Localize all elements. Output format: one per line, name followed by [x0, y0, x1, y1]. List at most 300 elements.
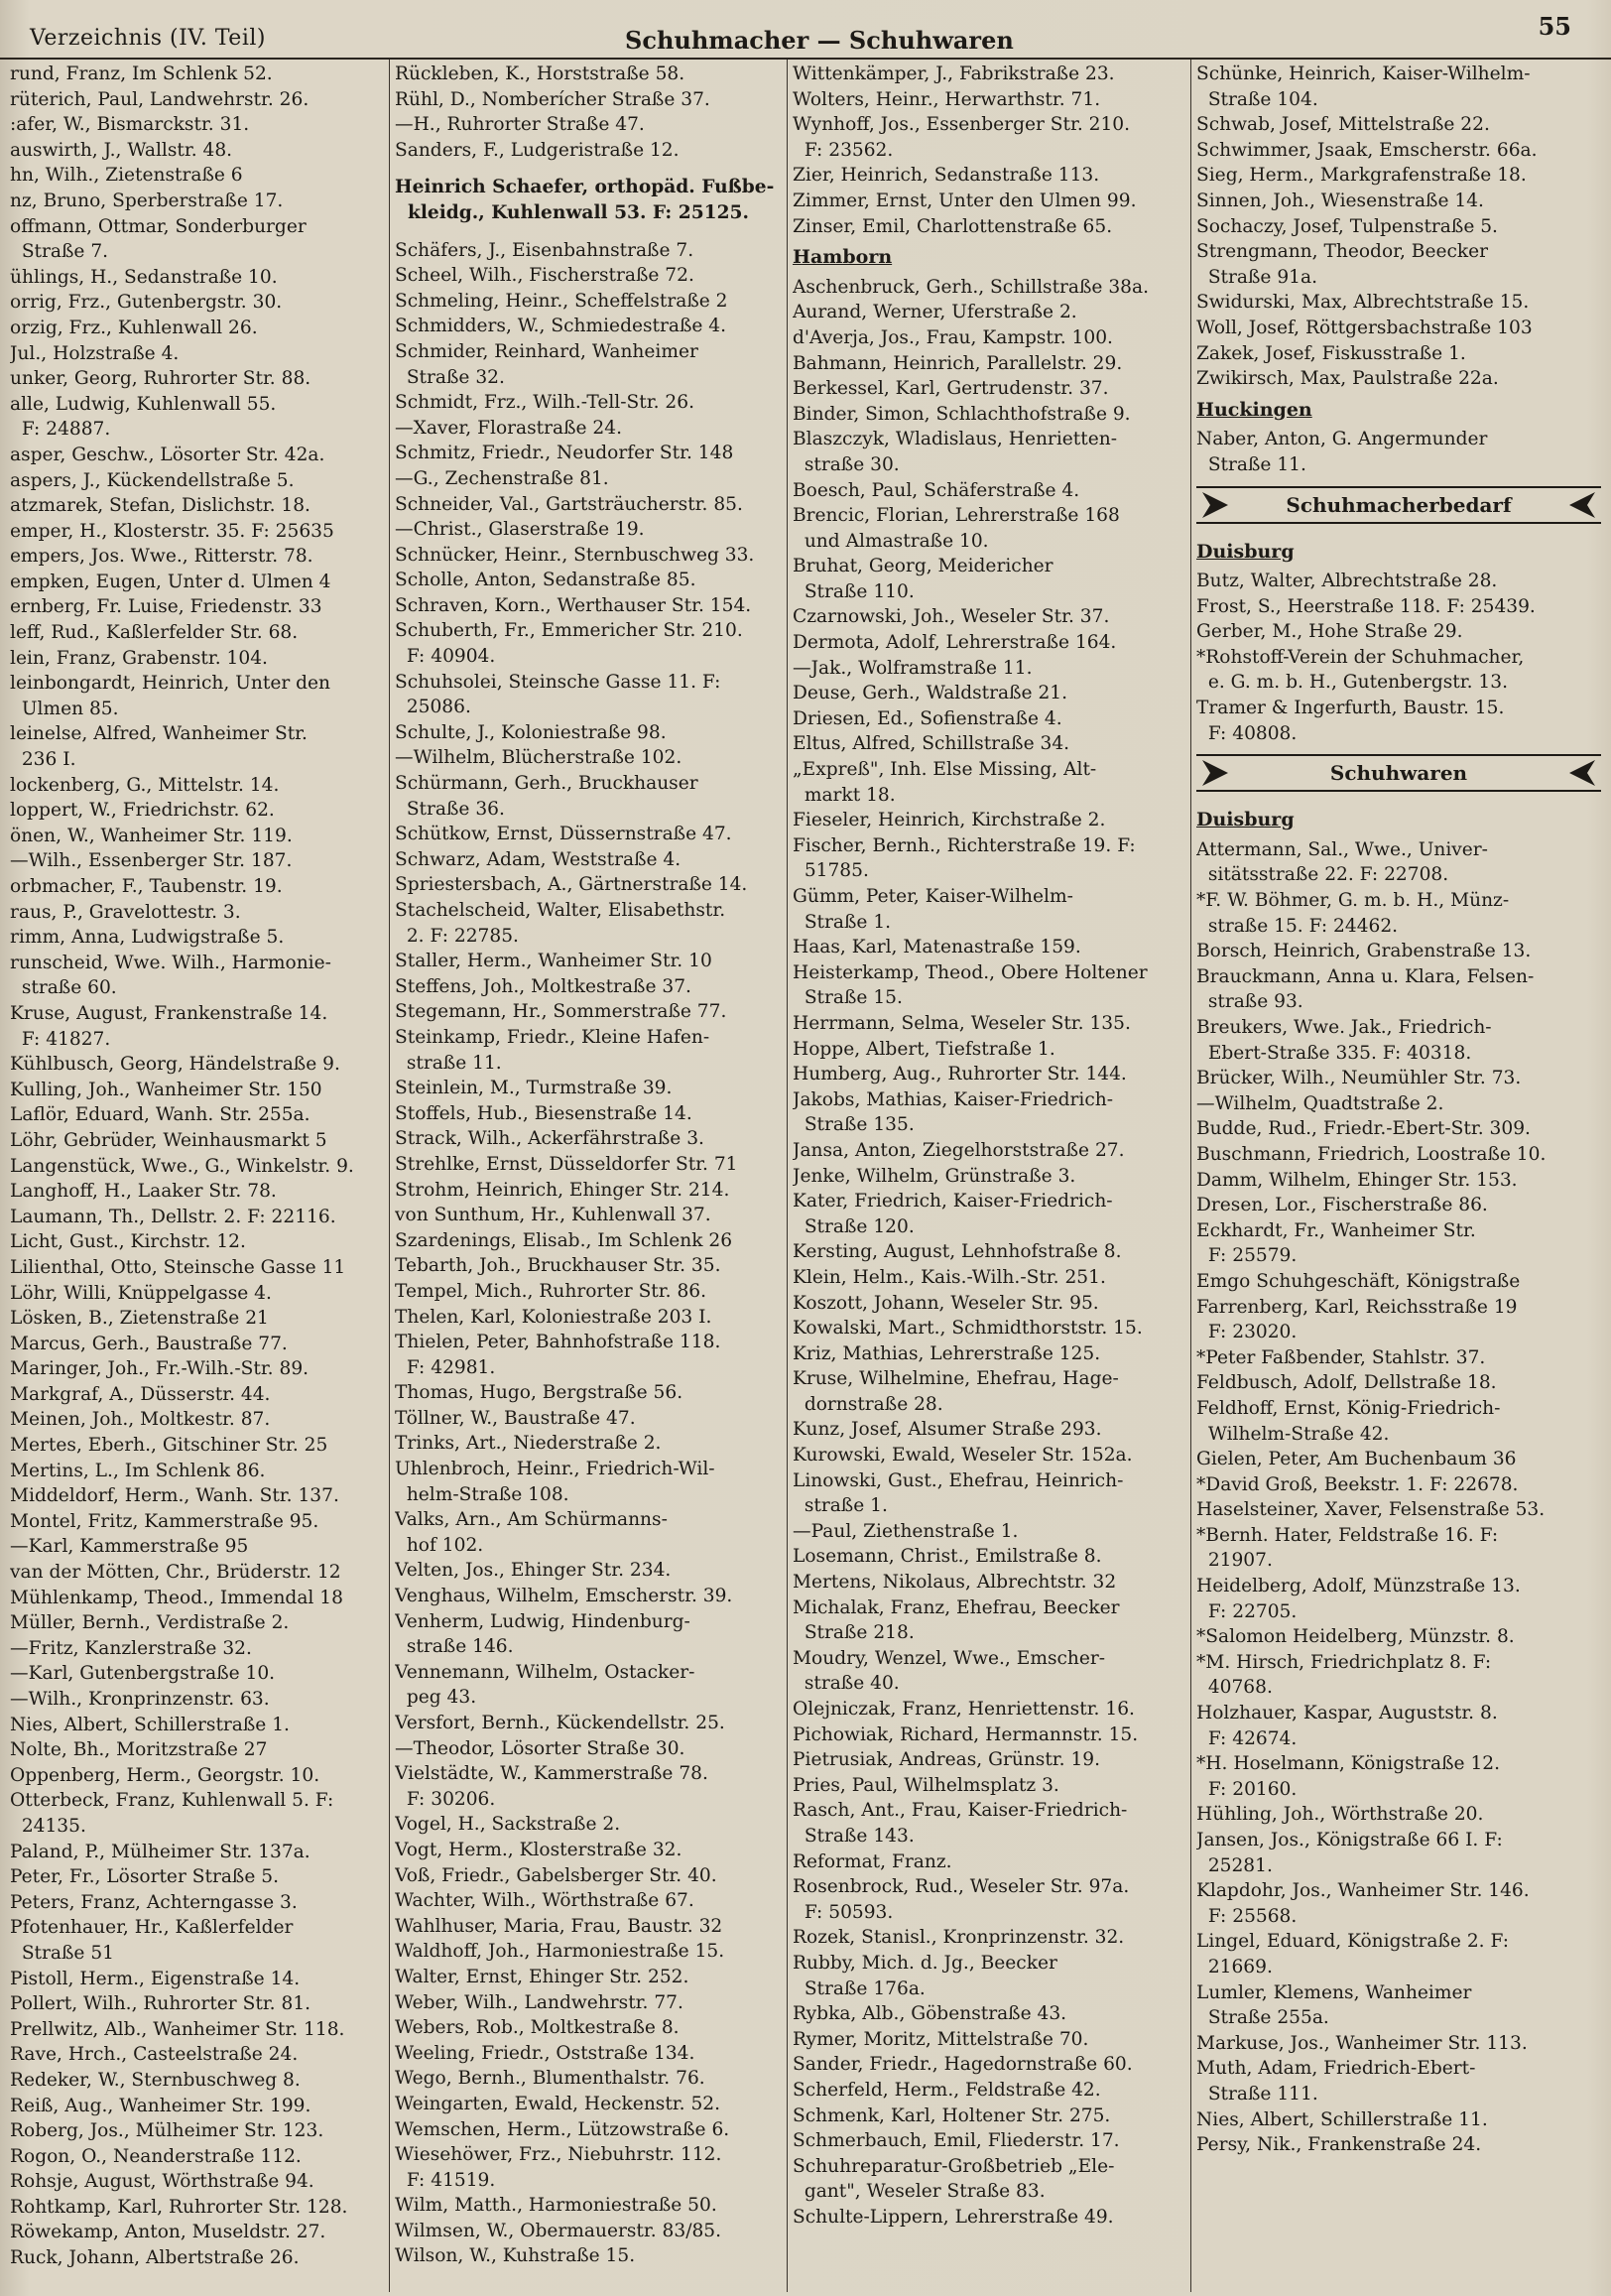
directory-column-3 [793, 62, 1187, 2284]
directory-entry-line: straße 146. [395, 1636, 514, 1658]
directory-entry-line: Roberg, Jos., Mülheimer Str. 123. [10, 2120, 324, 2142]
directory-entry-line: Sander, Friedr., Hagedornstraße 60. [793, 2054, 1133, 2076]
directory-entry-line: Velten, Jos., Ehinger Str. 234. [395, 1560, 672, 1582]
directory-entry-line: Woll, Josef, Röttgersbachstraße 103 [1196, 317, 1533, 338]
directory-entry-line: —Xaver, Florastraße 24. [395, 417, 622, 439]
directory-entry-line: Scheel, Wilh., Fischerstraße 72. [395, 265, 694, 287]
directory-entry-line: Rubby, Mich. d. Jg., Beecker [793, 1952, 1057, 1974]
directory-entry-line: Langhoff, H., Laaker Str. 78. [10, 1181, 277, 1203]
directory-entry-line: 51785. [793, 860, 869, 882]
directory-entry-line: Wittenkämper, J., Fabrikstraße 23. [793, 64, 1115, 84]
directory-entry-line: e. G. m. b. H., Gutenbergstr. 13. [1196, 672, 1509, 694]
directory-entry-line: Zier, Heinrich, Sedanstraße 113. [793, 165, 1100, 187]
directory-entry-line: Wemschen, Herm., Lützowstraße 6. [395, 2118, 730, 2140]
directory-entry-line: Otterbeck, Franz, Kuhlenwall 5. F: [10, 1790, 334, 1812]
directory-entry-line: Lumler, Klemens, Wanheimer [1196, 1981, 1472, 2003]
directory-entry-line: Schulte-Lippern, Lehrerstraße 49. [793, 2206, 1114, 2228]
directory-entry-line: und Almastraße 10. [793, 530, 989, 552]
directory-entry-line: *David Groß, Beekstr. 1. F: 22678. [1196, 1473, 1519, 1495]
directory-entry-line: Heidelberg, Adolf, Münzstraße 13. [1196, 1576, 1521, 1597]
directory-entry-line: Wilhelm-Straße 42. [1196, 1423, 1390, 1445]
directory-entry-line: —Wilhelm, Blücherstraße 102. [395, 747, 682, 769]
directory-entry-line: Jul., Holzstraße 4. [10, 342, 180, 364]
directory-entry-line: Schuberth, Fr., Emmericher Str. 210. [395, 620, 743, 642]
header-center-title: Schuhmacher — Schuhwaren [625, 26, 1014, 55]
directory-entry-line: Nies, Albert, Schillerstraße 11. [1196, 2108, 1488, 2130]
directory-entry-line: Schmitz, Friedr., Neudorfer Str. 148 [395, 443, 734, 464]
directory-entry-line: —Karl, Gutenbergstraße 10. [10, 1663, 276, 1685]
directory-entry-line: *F. W. Böhmer, G. m. b. H., Münz- [1196, 890, 1510, 912]
directory-entry-line: Haas, Karl, Matenastraße 159. [793, 937, 1081, 958]
directory-entry-line: Schmeling, Heinr., Scheffelstraße 2 [395, 290, 728, 312]
directory-entry-line: *Bernh. Hater, Feldstraße 16. F: [1196, 1524, 1499, 1546]
directory-entry-line: Linowski, Gust., Ehefrau, Heinrich- [793, 1469, 1124, 1491]
banner-title: Schuhwaren [1329, 761, 1468, 786]
directory-entry-line: van der Mötten, Chr., Brüderstr. 12 [10, 1562, 341, 1584]
directory-entry-line: Löhr, Willi, Knüppelgasse 4. [10, 1282, 272, 1304]
directory-entry-line: F: 41519. [395, 2169, 496, 2191]
directory-entry-line: —G., Zechenstraße 81. [395, 467, 609, 489]
directory-entry-line: straße 1. [793, 1495, 888, 1517]
directory-entry-line: Schneider, Val., Gartsträucherstr. 85. [395, 493, 743, 515]
directory-entry-line: Strengmann, Theodor, Beecker [1196, 241, 1489, 263]
directory-entry-line: Szardenings, Elisab., Im Schlenk 26 [395, 1229, 733, 1251]
directory-entry-line: Driesen, Ed., Sofienstraße 4. [793, 707, 1062, 729]
directory-entry-line: Thielen, Peter, Bahnhofstraße 118. [395, 1332, 721, 1353]
directory-entry-line: Trinks, Art., Niederstraße 2. [395, 1433, 662, 1455]
directory-entry-line: Pfotenhauer, Hr., Kaßlerfelder [10, 1917, 294, 1939]
directory-entry-line: Kowalski, Mart., Schmidthorststr. 15. [793, 1318, 1143, 1339]
directory-entry-line: Paland, P., Mülheimer Str. 137a. [10, 1841, 310, 1862]
directory-entry-line: von Sunthum, Hr., Kuhlenwall 37. [395, 1205, 711, 1226]
directory-entry-line: unker, Georg, Ruhrorter Str. 88. [10, 368, 311, 390]
section-heading: Huckingen [1196, 398, 1312, 421]
directory-entry-line: peg 43. [395, 1687, 477, 1709]
directory-entry-line: Prellwitz, Alb., Wanheimer Str. 118. [10, 2018, 345, 2040]
directory-entry-line: Kurowski, Ewald, Weseler Str. 152a. [793, 1445, 1133, 1467]
directory-entry-line: Rymer, Moritz, Mittelstraße 70. [793, 2028, 1089, 2050]
directory-entry-line: loppert, W., Friedrichstr. 62. [10, 800, 275, 822]
directory-entry-line: Sinnen, Joh., Wiesenstraße 14. [1196, 190, 1484, 211]
directory-entry-line: Stegemann, Hr., Sommerstraße 77. [395, 1001, 727, 1023]
directory-entry-line: Straße 1. [793, 911, 892, 933]
directory-column-2 [395, 62, 784, 2284]
directory-entry-line: Markuse, Jos., Wanheimer Str. 113. [1196, 2032, 1528, 2054]
directory-entry-line: Zimmer, Ernst, Unter den Ulmen 99. [793, 190, 1137, 211]
directory-entry-line: Strehlke, Ernst, Düsseldorfer Str. 71 [395, 1153, 738, 1175]
directory-entry-line: Ruck, Johann, Albertstraße 26. [10, 2247, 300, 2269]
spacer [395, 226, 784, 238]
directory-entry-line: Straße 255a. [1196, 2007, 1329, 2029]
directory-entry-line: Farrenberg, Karl, Reichsstraße 19 [1196, 1296, 1518, 1318]
directory-entry-line: Schulte, J., Koloniestraße 98. [395, 721, 667, 743]
directory-entry-line: Holzhauer, Kaspar, Auguststr. 8. [1196, 1703, 1498, 1724]
section-heading: Duisburg [1196, 540, 1295, 563]
directory-entry-line: Straße 176a. [793, 1977, 926, 1999]
directory-entry-line: Rückleben, K., Horststraße 58. [395, 64, 685, 84]
directory-entry-line: Heisterkamp, Theod., Obere Holtener [793, 961, 1148, 983]
directory-entry-line: Boesch, Paul, Schäferstraße 4. [793, 479, 1080, 501]
directory-entry-line: Vennemann, Wilhelm, Ostacker- [395, 1661, 695, 1683]
directory-entry-line: Klein, Helm., Kais.-Wilh.-Str. 251. [793, 1266, 1106, 1288]
directory-entry-line: —Wilh., Kronprinzenstr. 63. [10, 1689, 270, 1710]
directory-entry-line: Steffens, Joh., Moltkestraße 37. [395, 975, 691, 997]
directory-entry-line: alle, Ludwig, Kuhlenwall 55. [10, 393, 277, 415]
directory-entry-line: Pichowiak, Richard, Hermannstr. 15. [793, 1723, 1139, 1745]
directory-entry-line: Straße 36. [395, 798, 505, 820]
directory-entry-line: Strohm, Heinrich, Ehinger Str. 214. [395, 1179, 730, 1201]
directory-entry-line: Sieg, Herm., Markgrafenstraße 18. [1196, 165, 1527, 187]
directory-entry-line: ernberg, Fr. Luise, Friedenstr. 33 [10, 596, 322, 618]
directory-entry-line: Töllner, W., Baustraße 47. [395, 1407, 636, 1429]
directory-entry-line: Rühl, D., Nomberícher Straße 37. [395, 88, 710, 110]
directory-entry-line: Haselsteiner, Xaver, Felsenstraße 53. [1196, 1499, 1546, 1521]
directory-entry-line: emper, H., Klosterstr. 35. F: 25635 [10, 520, 334, 542]
directory-entry-line: Mertens, Nikolaus, Albrechtstr. 32 [793, 1572, 1117, 1594]
column-divider [787, 60, 788, 2292]
directory-entry-line: Olejniczak, Franz, Henriettenstr. 16. [793, 1699, 1135, 1720]
directory-entry-line: —Fritz, Kanzlerstraße 32. [10, 1637, 252, 1659]
directory-entry-line: Kulling, Joh., Wanheimer Str. 150 [10, 1079, 322, 1100]
directory-entry-line: runscheid, Wwe. Wilh., Harmonie- [10, 952, 331, 973]
directory-entry-line: Rybka, Alb., Göbenstraße 43. [793, 2003, 1067, 2025]
directory-entry-line: Voß, Friedr., Gabelsberger Str. 40. [395, 1864, 717, 1886]
directory-entry-line: Wynhoff, Jos., Essenberger Str. 210. [793, 114, 1131, 136]
directory-entry-line: Schmerbauch, Emil, Fliederstr. 17. [793, 2130, 1120, 2152]
column-divider [389, 60, 390, 2292]
directory-entry-line: Schraven, Korn., Werthauser Str. 154. [395, 594, 752, 616]
directory-entry-line: Brencic, Florian, Lehrerstraße 168 [793, 505, 1120, 527]
directory-entry-line: Czarnowski, Joh., Weseler Str. 37. [793, 606, 1110, 628]
directory-entry-line: Kersting, August, Lehnhofstraße 8. [793, 1241, 1122, 1263]
directory-entry-line: dornstraße 28. [793, 1393, 943, 1415]
directory-entry-line: markt 18. [793, 784, 896, 806]
directory-entry-line: Langenstück, Wwe., G., Winkelstr. 9. [10, 1155, 354, 1177]
directory-entry-line: Kruse, August, Frankenstraße 14. [10, 1002, 328, 1024]
directory-entry-line: straße 93. [1196, 991, 1303, 1013]
directory-entry-line: Buschmann, Friedrich, Loostraße 10. [1196, 1143, 1547, 1165]
directory-entry-line: F: 42674. [1196, 1727, 1298, 1749]
directory-entry-line: Schäfers, J., Eisenbahnstraße 7. [395, 239, 694, 261]
directory-entry-line: Laflör, Eduard, Wanh. Str. 255a. [10, 1104, 310, 1126]
directory-entry-line: Straße 91a. [1196, 266, 1317, 288]
directory-entry-line: hn, Wilh., Zietenstraße 6 [10, 165, 243, 187]
directory-entry-line: Wilmsen, W., Obermauerstr. 83/85. [395, 2220, 722, 2241]
directory-entry-line: Swidurski, Max, Albrechtstraße 15. [1196, 292, 1530, 314]
directory-entry-line: F: 25568. [1196, 1905, 1298, 1927]
directory-entry-line: Waldhoff, Joh., Harmoniestraße 15. [395, 1941, 725, 1963]
directory-entry-line: offmann, Ottmar, Sonderburger [10, 215, 307, 237]
directory-entry-line: Vogel, H., Sackstraße 2. [395, 1814, 621, 1836]
directory-entry-line: Weber, Wilh., Landwehrstr. 77. [395, 1991, 683, 2013]
directory-entry-line: Vielstädte, W., Kammerstraße 78. [395, 1763, 708, 1785]
directory-entry-line: —Theodor, Lösorter Straße 30. [395, 1737, 685, 1759]
directory-entry-line: Schmidt, Frz., Wilh.-Tell-Str. 26. [395, 392, 694, 414]
directory-entry-line: Rohtkamp, Karl, Ruhrorter Str. 128. [10, 2196, 348, 2218]
directory-entry-line: Ulmen 85. [10, 698, 119, 719]
directory-entry-line: Kühlbusch, Georg, Händelstraße 9. [10, 1054, 340, 1076]
directory-entry-line: Brauckmann, Anna u. Klara, Felsen- [1196, 965, 1535, 987]
directory-entry-line: Mertes, Eberh., Gitschiner Str. 25 [10, 1435, 328, 1457]
directory-entry-line: *Rohstoff-Verein der Schuhmacher, [1196, 646, 1525, 668]
directory-entry-line: Heinrich Schaefer, orthopäd. Fußbe- [395, 177, 775, 198]
directory-entry-line: Reiß, Aug., Wanheimer Str. 199. [10, 2095, 311, 2116]
directory-entry-line: Moudry, Wenzel, Wwe., Emscher- [793, 1647, 1106, 1669]
banner-ornament-icon [1200, 758, 1230, 788]
directory-entry-line: Peter, Fr., Lösorter Straße 5. [10, 1866, 279, 1888]
directory-entry-line: Mühlenkamp, Theod., Immendal 18 [10, 1587, 343, 1608]
directory-entry-line: Gümm, Peter, Kaiser-Wilhelm- [793, 886, 1073, 907]
directory-entry-line: F: 22705. [1196, 1600, 1298, 1622]
directory-entry-line: d'Averja, Jos., Frau, Kampstr. 100. [793, 326, 1113, 348]
directory-entry-line: F: 50593. [793, 1901, 894, 1923]
directory-entry-line: orrig, Frz., Gutenbergstr. 30. [10, 292, 283, 314]
directory-entry-line: F: 42981. [395, 1356, 496, 1378]
directory-entry-line: straße 15. F: 24462. [1196, 915, 1399, 937]
category-banner [1196, 754, 1601, 792]
directory-entry-line: Löhr, Gebrüder, Weinhausmarkt 5 [10, 1129, 327, 1151]
directory-entry-line: Straße 110. [793, 580, 915, 602]
directory-entry-line: Wolters, Heinr., Herwarthstr. 71. [793, 88, 1101, 110]
directory-entry-line: kleidg., Kuhlenwall 53. F: 25125. [395, 201, 749, 223]
directory-entry-line: helm-Straße 108. [395, 1483, 569, 1505]
directory-entry-line: Steinkamp, Friedr., Kleine Hafen- [395, 1026, 710, 1048]
directory-entry-line: Vogt, Herm., Klosterstraße 32. [395, 1839, 682, 1860]
directory-entry-line: Schuhsolei, Steinsche Gasse 11. F: [395, 671, 721, 693]
directory-entry-line: Versfort, Bernh., Kückendellstr. 25. [395, 1713, 725, 1733]
directory-entry-line: Zakek, Josef, Fiskusstraße 1. [1196, 342, 1466, 364]
directory-entry-line: nz, Bruno, Sperberstraße 17. [10, 190, 284, 211]
directory-entry-line: Redeker, W., Sternbuschweg 8. [10, 2069, 301, 2091]
directory-entry-line: 21907. [1196, 1550, 1273, 1572]
directory-entry-line: Ebert-Straße 335. F: 40318. [1196, 1042, 1472, 1064]
directory-entry-line: Schmenk, Karl, Holtener Str. 275. [793, 2105, 1111, 2126]
directory-entry-line: Aschenbruck, Gerh., Schillstraße 38a. [793, 276, 1150, 298]
directory-entry-line: F: 24887. [10, 419, 111, 441]
directory-entry-line: Wachter, Wilh., Wörthstraße 67. [395, 1890, 694, 1912]
directory-entry-line: —H., Ruhrorter Straße 47. [395, 114, 645, 136]
directory-entry-line: straße 30. [793, 453, 900, 475]
directory-entry-line: Wiesehöwer, Frz., Niebuhrstr. 112. [395, 2144, 722, 2166]
directory-entry-line: Nolte, Bh., Moritzstraße 27 [10, 1739, 268, 1761]
directory-entry-line: Zinser, Emil, Charlottenstraße 65. [793, 215, 1113, 237]
directory-entry-line: Nies, Albert, Schillerstraße 1. [10, 1714, 290, 1735]
directory-entry-line: Losemann, Christ., Emilstraße 8. [793, 1546, 1102, 1568]
directory-entry-line: Thomas, Hugo, Bergstraße 56. [395, 1382, 683, 1404]
directory-entry-line: Müller, Bernh., Verdistraße 2. [10, 1612, 290, 1634]
directory-entry-line: Schünke, Heinrich, Kaiser-Wilhelm- [1196, 64, 1531, 84]
directory-entry-line: F: 23562. [793, 139, 894, 161]
directory-entry-line: gant", Weseler Straße 83. [793, 2181, 1046, 2203]
directory-entry-line: Scholle, Anton, Sedanstraße 85. [395, 570, 696, 591]
column-divider [1190, 60, 1191, 2292]
directory-entry-line: 21669. [1196, 1956, 1273, 1977]
directory-entry-line: *Salomon Heidelberg, Münzstr. 8. [1196, 1626, 1515, 1648]
directory-entry-line: —Wilhelm, Quadtstraße 2. [1196, 1092, 1444, 1114]
directory-entry-line: rund, Franz, Im Schlenk 52. [10, 64, 273, 84]
directory-entry-line: Rohsje, August, Wörthstraße 94. [10, 2171, 314, 2193]
directory-entry-line: Schütkow, Ernst, Düssernstraße 47. [395, 824, 732, 845]
directory-entry-line: Wilm, Matth., Harmoniestraße 50. [395, 2195, 717, 2217]
directory-entry-line: leinelse, Alfred, Wanheimer Str. [10, 723, 308, 745]
directory-entry-line: F: 25579. [1196, 1245, 1298, 1267]
directory-entry-line: Venherm, Ludwig, Hindenburg- [395, 1610, 690, 1632]
directory-entry-line: Röwekamp, Anton, Museldstr. 27. [10, 2222, 326, 2243]
directory-entry-line: empers, Jos. Wwe., Ritterstr. 78. [10, 546, 313, 568]
directory-entry-line: Peters, Franz, Achterngasse 3. [10, 1891, 298, 1913]
directory-entry-line: Kunz, Josef, Alsumer Straße 293. [793, 1419, 1102, 1441]
directory-entry-line: Bruhat, Georg, Meidericher [793, 556, 1053, 577]
directory-entry-line: Aurand, Werner, Uferstraße 2. [793, 302, 1077, 323]
directory-entry-line: Tempel, Mich., Ruhrorter Str. 86. [395, 1280, 707, 1302]
directory-entry-line: Fischer, Bernh., Richterstraße 19. F: [793, 834, 1136, 856]
directory-entry-line: Schwarz, Adam, Weststraße 4. [395, 848, 682, 870]
directory-entry-line: Hoppe, Albert, Tiefstraße 1. [793, 1038, 1055, 1060]
directory-entry-line: —Jak., Wolframstraße 11. [793, 657, 1033, 679]
directory-entry-line: Tebarth, Joh., Bruckhauser Str. 35. [395, 1255, 721, 1277]
directory-entry-line: Schmider, Reinhard, Wanheimer [395, 340, 698, 362]
page-header [0, 8, 1611, 60]
directory-entry-line: F: 40808. [1196, 722, 1298, 744]
directory-entry-line: Herrmann, Selma, Weseler Str. 135. [793, 1012, 1131, 1034]
directory-entry-line: Straße 135. [793, 1114, 915, 1136]
directory-entry-line: Hühling, Joh., Wörthstraße 20. [1196, 1804, 1484, 1826]
directory-entry-line: Deuse, Gerh., Waldstraße 21. [793, 683, 1068, 704]
directory-entry-line: hof 102. [395, 1534, 484, 1556]
directory-entry-line: Gerber, M., Hohe Straße 29. [1196, 621, 1463, 643]
directory-entry-line: orzig, Frz., Kuhlenwall 26. [10, 317, 258, 338]
directory-entry-line: Maringer, Joh., Fr.-Wilh.-Str. 89. [10, 1358, 310, 1380]
directory-entry-line: straße 40. [793, 1673, 900, 1695]
directory-entry-line: Montel, Fritz, Kammerstraße 95. [10, 1510, 319, 1532]
directory-entry-line: Straße 120. [793, 1215, 915, 1237]
directory-entry-line: „Expreß", Inh. Else Missing, Alt- [793, 759, 1097, 781]
directory-entry-line: Koszott, Johann, Weseler Str. 95. [793, 1292, 1099, 1314]
directory-entry-line: :afer, W., Bismarckstr. 31. [10, 114, 250, 136]
directory-entry-line: Attermann, Sal., Wwe., Univer- [1196, 838, 1488, 860]
directory-entry-line: Budde, Rud., Friedr.-Ebert-Str. 309. [1196, 1118, 1531, 1140]
directory-entry-line: Rozek, Stanisl., Kronprinzenstr. 32. [793, 1927, 1125, 1949]
directory-entry-line: Muth, Adam, Friedrich-Ebert- [1196, 2058, 1476, 2080]
directory-entry-line: Licht, Gust., Kirchstr. 12. [10, 1231, 246, 1253]
directory-entry-line: leff, Rud., Kaßlerfelder Str. 68. [10, 622, 299, 644]
directory-entry-line: Wilson, W., Kuhstraße 15. [395, 2245, 636, 2267]
directory-entry-line: Dermota, Adolf, Lehrerstraße 164. [793, 632, 1117, 654]
directory-entry-line: F: 30206. [395, 1788, 496, 1810]
directory-entry-line: F: 40904. [395, 646, 496, 668]
directory-entry-line: F: 41827. [10, 1028, 111, 1050]
directory-entry-line: Lilienthal, Otto, Steinsche Gasse 11 [10, 1256, 346, 1278]
directory-entry-line: Laumann, Th., Dellstr. 2. F: 22116. [10, 1206, 336, 1227]
directory-entry-line: 40768. [1196, 1677, 1273, 1699]
directory-entry-line: *M. Hirsch, Friedrichplatz 8. F: [1196, 1651, 1492, 1673]
directory-entry-line: Weingarten, Ewald, Heckenstr. 52. [395, 2093, 721, 2114]
banner-title: Schuhmacherbedarf [1286, 492, 1512, 517]
directory-entry-line: Pistoll, Herm., Eigenstraße 14. [10, 1968, 301, 1989]
directory-entry-line: 2. F: 22785. [395, 925, 519, 947]
directory-entry-line: Straße 111. [1196, 2083, 1318, 2105]
directory-entry-line: Meinen, Joh., Moltkestr. 87. [10, 1409, 271, 1431]
directory-entry-line: Steinlein, M., Turmstraße 39. [395, 1078, 673, 1099]
directory-entry-line: Blaszczyk, Wladislaus, Henrietten- [793, 429, 1117, 450]
directory-entry-line: Eckhardt, Fr., Wanheimer Str. [1196, 1219, 1476, 1241]
directory-entry-line: 25281. [1196, 1854, 1273, 1876]
directory-entry-line: Schwimmer, Jsaak, Emscherstr. 66a. [1196, 139, 1538, 161]
directory-entry-line: Jansen, Jos., Königstraße 66 I. F: [1196, 1830, 1503, 1850]
directory-entry-line: Sanders, F., Ludgeristraße 12. [395, 139, 680, 161]
directory-entry-line: Straße 11. [1196, 453, 1306, 475]
category-banner [1196, 486, 1601, 524]
page-number: 55 [1538, 12, 1571, 41]
directory-entry-line: Mertins, L., Im Schlenk 86. [10, 1460, 266, 1481]
directory-entry-line: Pries, Paul, Wilhelmsplatz 3. [793, 1774, 1059, 1796]
directory-entry-line: ühlings, H., Sedanstraße 10. [10, 266, 278, 288]
directory-entry-line: Marcus, Gerh., Baustraße 77. [10, 1333, 288, 1354]
directory-entry-line: Rogon, O., Neanderstraße 112. [10, 2145, 302, 2167]
directory-entry-line: orbmacher, F., Taubenstr. 19. [10, 876, 283, 897]
directory-entry-line: —Wilh., Essenberger Str. 187. [10, 850, 293, 872]
directory-entry-line: Zwikirsch, Max, Paulstraße 22a. [1196, 368, 1499, 390]
directory-entry-line: Kriz, Mathias, Lehrerstraße 125. [793, 1342, 1101, 1364]
spacer [395, 163, 784, 175]
directory-column-4 [1196, 62, 1601, 2284]
directory-entry-line: Pollert, Wilh., Ruhrorter Str. 81. [10, 1993, 311, 2015]
directory-entry-line: Weeling, Friedr., Oststraße 134. [395, 2042, 695, 2064]
directory-entry-line: Frost, S., Heerstraße 118. F: 25439. [1196, 595, 1536, 617]
directory-entry-line: —Paul, Ziethenstraße 1. [793, 1520, 1019, 1542]
directory-entry-line: Scherfeld, Herm., Feldstraße 42. [793, 2079, 1101, 2101]
directory-entry-line: Kater, Friedrich, Kaiser-Friedrich- [793, 1191, 1113, 1212]
directory-entry-line: sitätsstraße 22. F: 22708. [1196, 864, 1449, 886]
directory-entry-line: Rave, Hrch., Casteelstraße 24. [10, 2044, 299, 2066]
directory-entry-line: Markgraf, A., Düsserstr. 44. [10, 1383, 271, 1405]
directory-entry-line: Wahlhuser, Maria, Frau, Baustr. 32 [395, 1915, 723, 1937]
directory-entry-line: Reformat, Franz. [793, 1850, 952, 1872]
directory-entry-line: lein, Franz, Grabenstr. 104. [10, 647, 268, 669]
directory-entry-line: Jakobs, Mathias, Kaiser-Friedrich- [793, 1088, 1114, 1110]
section-heading: Hamborn [793, 246, 893, 269]
directory-entry-line: Eltus, Alfred, Schillstraße 34. [793, 733, 1070, 755]
directory-entry-line: Humberg, Aug., Ruhrorter Str. 144. [793, 1064, 1127, 1085]
directory-entry-line: 24135. [10, 1815, 86, 1837]
directory-entry-line: Straße 15. [793, 987, 903, 1009]
directory-entry-line: Klapdohr, Jos., Wanheimer Str. 146. [1196, 1880, 1530, 1902]
directory-entry-line: Schnücker, Heinr., Sternbuschweg 33. [395, 544, 755, 566]
directory-entry-line: Straße 51 [10, 1942, 114, 1964]
directory-entry-line: Staller, Herm., Wanheimer Str. 10 [395, 951, 712, 972]
directory-entry-line: önen, W., Wanheimer Str. 119. [10, 825, 293, 846]
directory-entry-line: Wego, Bernh., Blumenthalstr. 76. [395, 2068, 705, 2090]
directory-entry-line: Pietrusiak, Andreas, Grünstr. 19. [793, 1749, 1101, 1771]
directory-entry-line: Schürmann, Gerh., Bruckhauser [395, 773, 698, 795]
directory-entry-line: Naber, Anton, G. Angermunder [1196, 429, 1488, 450]
directory-entry-line: Straße 218. [793, 1622, 915, 1644]
banner-ornament-icon [1567, 490, 1597, 520]
directory-entry-line: Strack, Wilh., Ackerfährstraße 3. [395, 1128, 704, 1150]
section-heading: Duisburg [1196, 809, 1295, 831]
directory-entry-line: Butz, Walter, Albrechtstraße 28. [1196, 571, 1498, 592]
directory-entry-line: Rosenbrock, Rud., Weseler Str. 97a. [793, 1876, 1130, 1898]
directory-entry-line: 236 I. [10, 749, 76, 771]
directory-entry-line: Thelen, Karl, Koloniestraße 203 I. [395, 1306, 712, 1328]
directory-entry-line: aspers, J., Kückendellstraße 5. [10, 469, 295, 491]
directory-entry-line: Brücker, Wilh., Neumühler Str. 73. [1196, 1068, 1522, 1089]
directory-entry-line: Venghaus, Wilhelm, Emscherstr. 39. [395, 1586, 733, 1607]
directory-entry-line: Michalak, Franz, Ehefrau, Beecker [793, 1596, 1120, 1618]
directory-entry-line: 25086. [395, 697, 471, 718]
directory-entry-line: Lingel, Eduard, Königstraße 2. F: [1196, 1931, 1509, 1953]
directory-entry-line: atzmarek, Stefan, Dislichstr. 18. [10, 495, 310, 517]
